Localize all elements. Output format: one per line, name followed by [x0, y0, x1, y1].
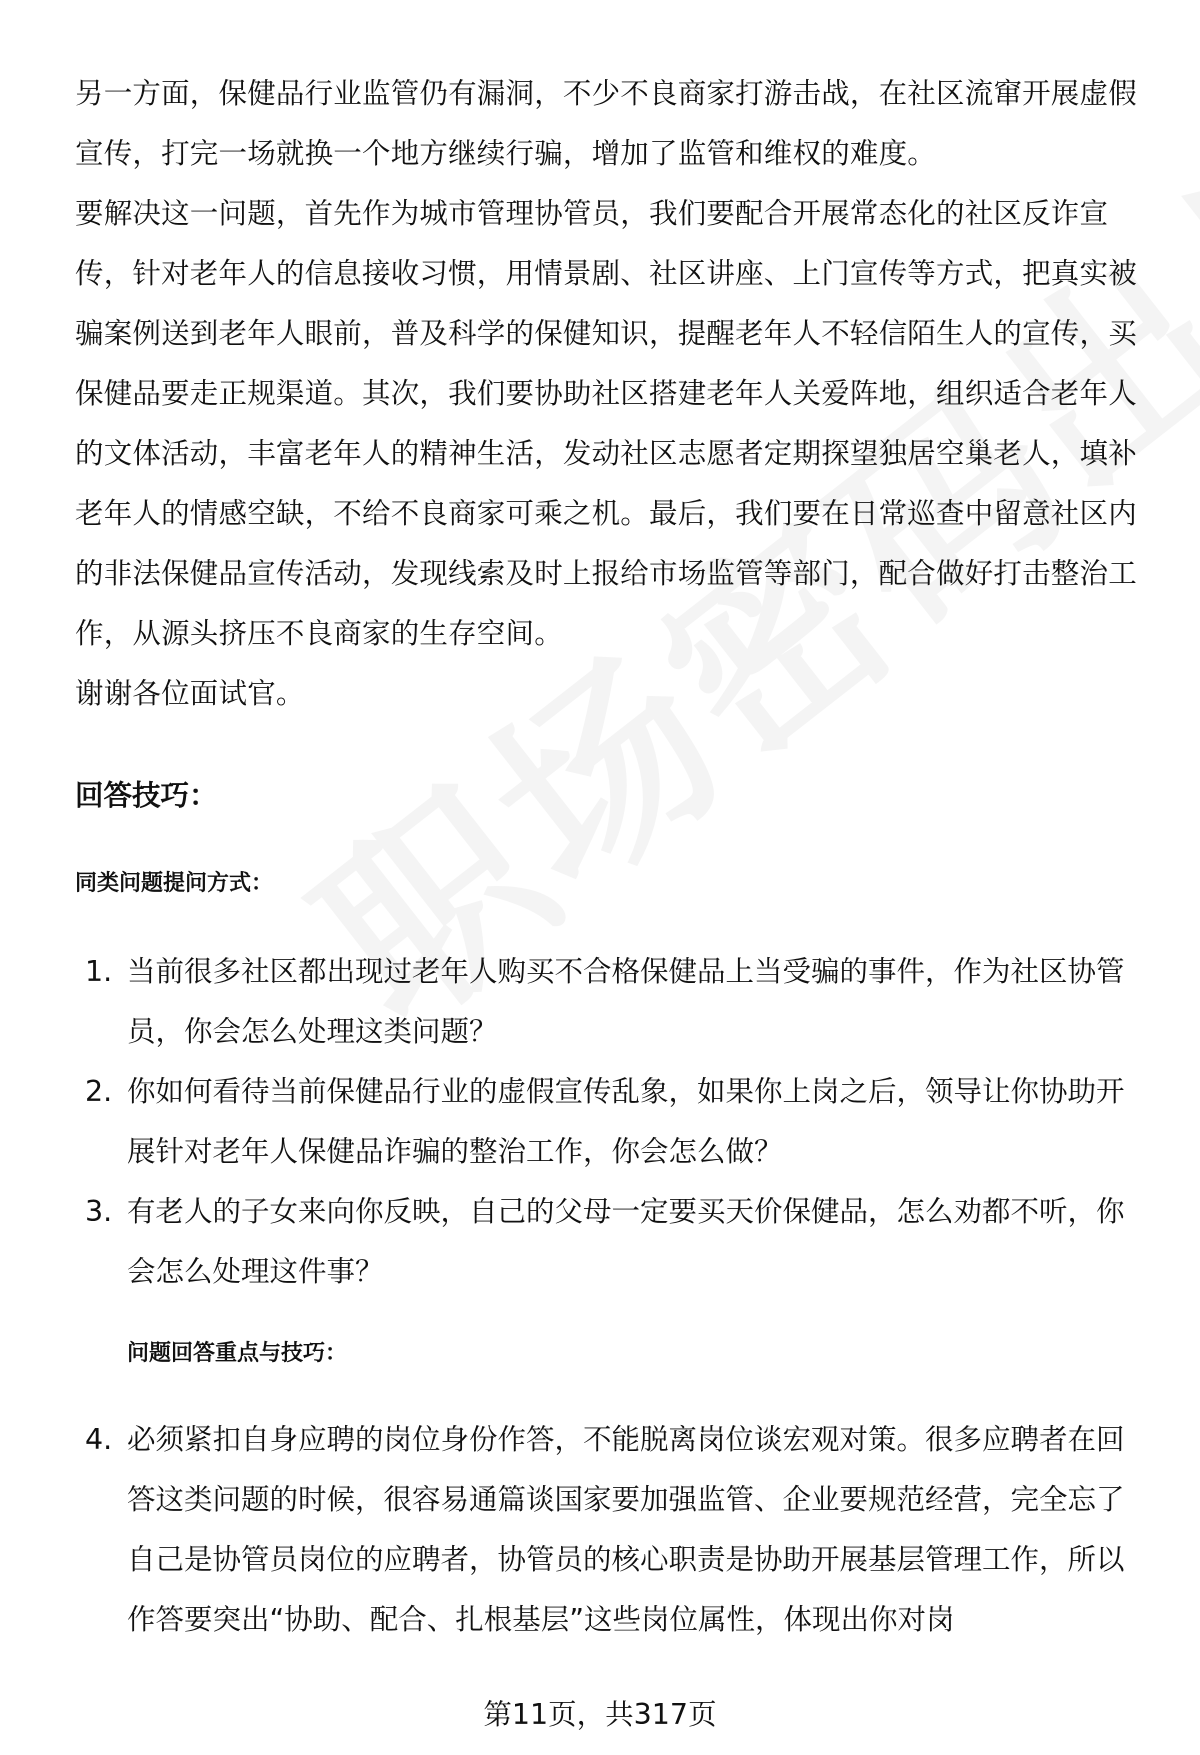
page-number-footer: 第11页，共317页 — [483, 1698, 717, 1731]
key-points-list — [75, 1410, 1145, 1650]
list-item-text: 必须紧扣自身应聘的岗位身份作答，不能脱离岗位谈宏观对策。很多应聘者在回答这类问题的时候，很容易通篇谈国家要加强监管、企业要规范经营，完全忘了自己是协管员岗位的应聘者，协管员的核心职责是协助开展基层管理工作，所以作答要突出“协助、配合、扎根基层”这些岗位属性，体现出你对岗 — [127, 1423, 1125, 1636]
list-item — [75, 1182, 1145, 1302]
list-item — [75, 942, 1145, 1062]
page-content — [75, 64, 1145, 1650]
list-item-number: 3. — [85, 1195, 113, 1228]
list-item-text: 你如何看待当前保健品行业的虚假宣传乱象，如果你上岗之后，领导让你协助开展针对老年人保健品诈骗的整治工作，你会怎么做？ — [127, 1075, 1125, 1168]
section-title: 回答技巧： — [75, 779, 218, 812]
paragraph-3: 谢谢各位面试官。 — [75, 677, 305, 710]
list-item — [75, 1410, 1145, 1650]
list-item — [75, 1062, 1145, 1182]
similar-questions-heading: 同类问题提问方式： — [75, 871, 274, 896]
list-item-number: 1. — [85, 955, 113, 988]
list-item-text: 当前很多社区都出现过老年人购买不合格保健品上当受骗的事件，作为社区协管员，你会怎么处理这类问题？ — [127, 955, 1125, 1048]
paragraph-1: 另一方面，保健品行业监管仍有漏洞，不少不良商家打游击战，在社区流窜开展虚假宣传，打完一场就换一个地方继续行骗，增加了监管和维权的难度。 — [75, 77, 1137, 170]
list-item-number: 2. — [85, 1075, 113, 1108]
key-points-heading: 问题回答重点与技巧： — [127, 1341, 348, 1366]
list-item-text: 有老人的子女来向你反映，自己的父母一定要买天价保健品，怎么劝都不听，你会怎么处理这件事？ — [127, 1195, 1125, 1288]
paragraph-2: 要解决这一问题，首先作为城市管理协管员，我们要配合开展常态化的社区反诈宣传，针对老年人的信息接收习惯，用情景剧、社区讲座、上门宣传等方式，把真实被骗案例送到老年人眼前，普及科学的保健知识，提醒老年人不轻信陌生人的宣传，买保健品要走正规渠道。其次，我们要协助社区搭建老年人关爱阵地，组织适合老年人的文体活动，丰富老年人的精神生活，发动社区志愿者定期探望独居空巢老人，填补老年人的情感空缺，不给不良商家可乘之机。最后，我们要在日常巡查中留意社区内的非法保健品宣传活动，发现线索及时上报给市场监管等部门，配合做好打击整治工作，从源头挤压不良商家的生存空间。 — [75, 197, 1137, 650]
list-item-number: 4. — [85, 1423, 113, 1456]
similar-questions-list — [75, 942, 1145, 1302]
